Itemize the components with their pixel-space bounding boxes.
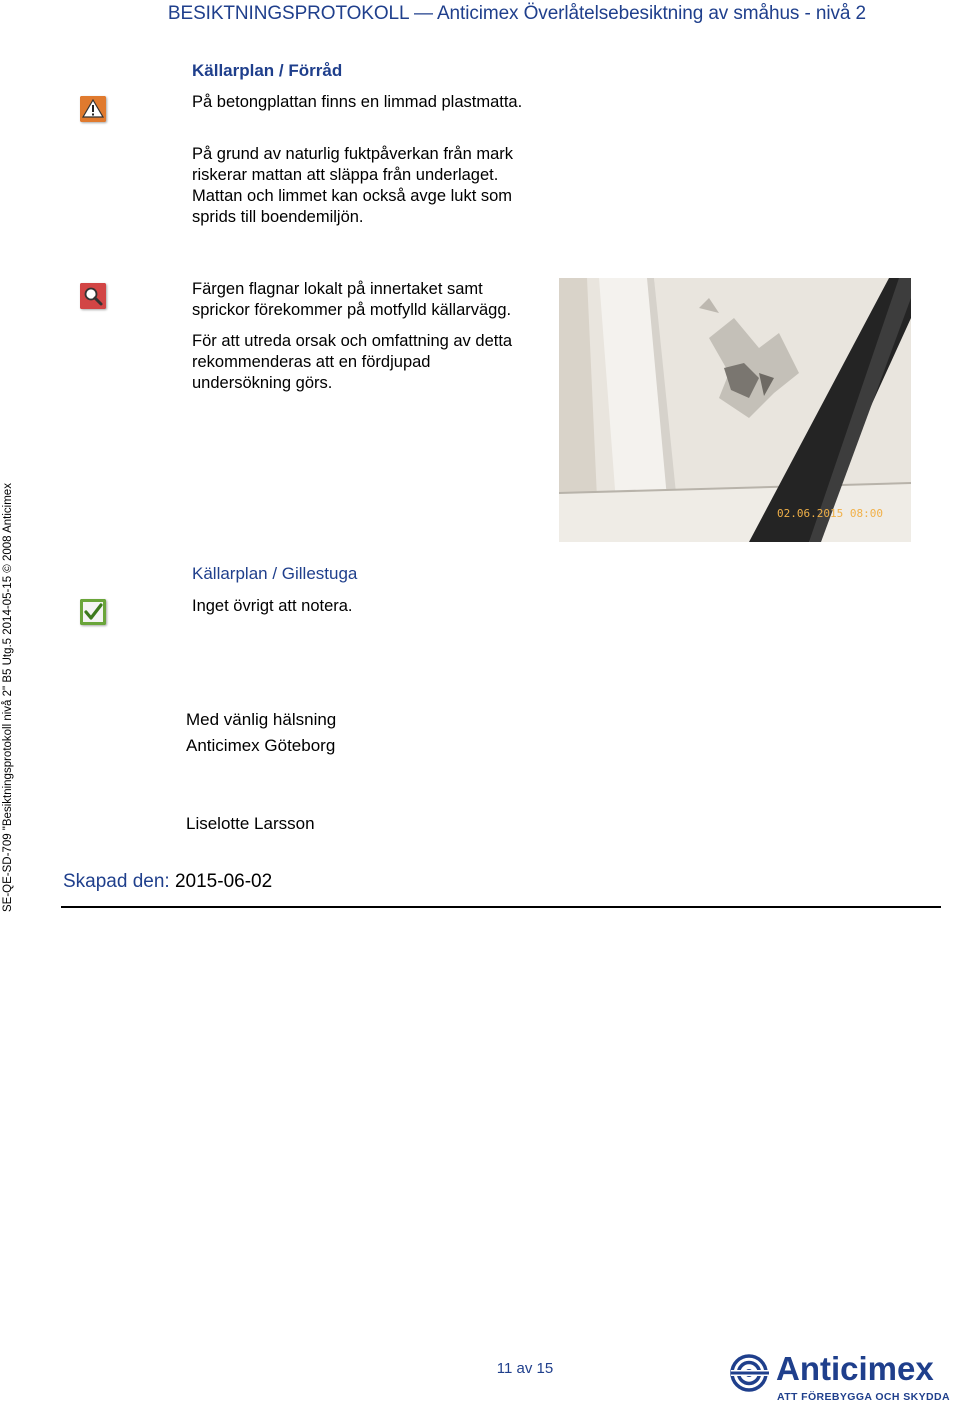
paragraph-gillestuga: Inget övrigt att notera. [192, 597, 353, 615]
section-title-gillestuga: Källarplan / Gillestuga [192, 564, 358, 583]
signature-name: Liselotte Larsson [186, 814, 315, 833]
created-line [63, 871, 272, 893]
signature-greeting: Med vänlig hälsning [186, 710, 337, 729]
logo-tagline: ATT FÖREBYGGA OCH SKYDDA [777, 1391, 950, 1403]
warning-icon [80, 96, 106, 122]
checkmark-icon [80, 599, 106, 625]
divider-line [61, 906, 941, 908]
section-title-forrad: Källarplan / Förråd [192, 61, 343, 80]
ceiling-photo [559, 278, 911, 542]
paragraph-forrad-2: På grund av naturlig fuktpåverkan från mark riskerar mattan att släppa från underlaget. Mattan och limmet kan också avge lukt som sprids till boendemiljön. [192, 145, 514, 226]
signature-company: Anticimex Göteborg [186, 736, 336, 755]
created-date: 2015-06-02 [174, 871, 273, 892]
created-label: Skapad den: [63, 871, 170, 892]
logo-mark-icon [729, 1353, 771, 1393]
magnifier-icon [80, 283, 106, 309]
paragraph-finding-1: Färgen flagnar lokalt på innertaket samt sprickor förekommer på motfylld källarvägg. [192, 280, 512, 319]
header-title: BESIKTNINGSPROTOKOLL — Anticimex Överlåtelsebesiktning av småhus - nivå 2 [167, 3, 866, 24]
paragraph-forrad-1: På betongplattan finns en limmad plastmatta. [192, 93, 523, 111]
photo-date-stamp: 02.06.2015 08:00 [777, 507, 883, 520]
side-document-code: SE-QE-SD-709 "Besiktningsprotokoll nivå 2" B5 Utg.5 2014-05-15 © 2008 Anticimex [2, 483, 14, 912]
logo-wordmark: Anticimex [776, 1350, 934, 1387]
page-header [0, 3, 960, 25]
page-number: 11 av 15 [496, 1360, 554, 1377]
paragraph-finding-2: För att utreda orsak och omfattning av detta rekommenderas att en fördjupad undersökning görs. [192, 332, 513, 392]
anticimex-logo [729, 1351, 951, 1407]
